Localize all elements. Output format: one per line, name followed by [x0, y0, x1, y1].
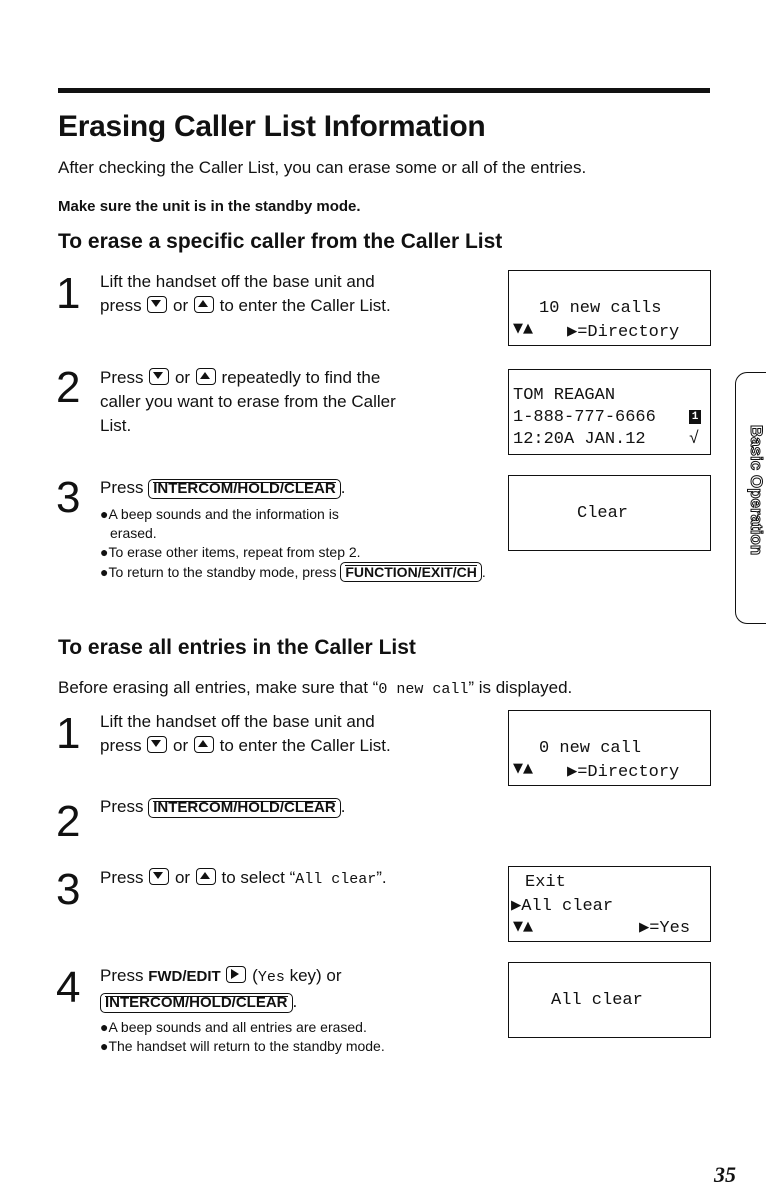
lcd-line: Exit	[525, 873, 566, 892]
lcd-line: ▶=Directory	[567, 323, 680, 342]
fwd-edit-label: FWD/EDIT	[148, 968, 221, 985]
s1-step1-line1: Lift the handset off the base unit and	[100, 272, 375, 291]
top-rule	[58, 88, 710, 93]
intercom-hold-clear-button: INTERCOM/HOLD/CLEAR	[100, 993, 293, 1013]
s2-step1-press: press	[100, 736, 142, 755]
standby-note: Make sure the unit is in the standby mode.	[58, 198, 361, 215]
s1-step1-number: 1	[56, 269, 81, 318]
s2-step3-post: ”.	[376, 868, 387, 887]
s2-step4-bullets	[100, 1018, 385, 1056]
section1-heading: To erase a specific caller from the Caller List	[58, 230, 503, 253]
updown-arrows-icon: ▼▲	[513, 321, 533, 336]
intercom-hold-clear-button: INTERCOM/HOLD/CLEAR	[148, 479, 341, 499]
bullet-cont: erased.	[110, 525, 157, 541]
down-key-icon	[147, 736, 167, 753]
s1-display-1	[508, 270, 711, 346]
down-key-icon	[147, 296, 167, 313]
s2-step2-press: Press	[100, 797, 144, 816]
s2-step4-mono: Yes	[257, 969, 285, 986]
up-key-icon	[196, 368, 216, 385]
s2-step2-period: .	[340, 797, 346, 816]
s2-step1-number: 1	[56, 709, 81, 758]
s2-step4-press: Press	[100, 966, 144, 985]
s2-step4-number: 4	[56, 963, 81, 1012]
s1-step2-or: or	[174, 368, 191, 387]
up-key-icon	[194, 736, 214, 753]
bullet-period: .	[481, 564, 486, 580]
s1-step2-line2: caller you want to erase from the Caller	[100, 392, 396, 411]
s2-step2-number: 2	[56, 797, 81, 846]
s2-step1-line1: Lift the handset off the base unit and	[100, 712, 375, 731]
bullet-text: ●To return to the standby mode, press	[100, 564, 337, 580]
page-title: Erasing Caller List Information	[58, 110, 486, 143]
bullet: ●A beep sounds and all entries are erased.	[100, 1019, 367, 1035]
s2-step1-post: to enter the Caller List.	[219, 736, 391, 755]
paren: (	[252, 966, 258, 985]
s2-step3-press: Press	[100, 868, 144, 887]
lcd-line: ▶=Directory	[567, 763, 680, 782]
lcd-line: All clear	[551, 991, 643, 1010]
lcd-line: 0 new call	[539, 739, 642, 758]
side-tab-text: Basic Operation	[747, 424, 766, 556]
check-mark-icon: √	[689, 430, 700, 449]
bullet: ●To erase other items, repeat from step 2.	[100, 544, 361, 560]
s2-step1-or: or	[173, 736, 189, 755]
before-mono: 0 new call	[378, 681, 469, 698]
function-exit-ch-button: FUNCTION/EXIT/CH	[340, 562, 481, 582]
s2-step4-keyor: key) or	[289, 966, 342, 985]
s1-step2-post: repeatedly to find the	[221, 368, 381, 387]
lcd-line: ▶=Yes	[639, 919, 691, 938]
lcd-line: ▶All clear	[511, 897, 614, 916]
s2-step3-or: or	[174, 868, 191, 887]
intro-text: After checking the Caller List, you can erase some or all of the entries.	[58, 158, 587, 177]
s1-step2-number: 2	[56, 363, 81, 412]
s2-step3-mid: to select “	[221, 868, 296, 887]
lcd-line: 1-888-777-6666	[513, 408, 656, 427]
s2-step2-text	[100, 795, 345, 819]
before-post: ” is displayed.	[468, 678, 573, 697]
s2-step4-text	[100, 964, 342, 1014]
lcd-line: Clear	[577, 504, 629, 523]
before-pre: Before erasing all entries, make sure that “	[58, 678, 379, 697]
s1-step3-period: .	[340, 478, 346, 497]
s2-step1-text	[100, 710, 391, 758]
updown-arrows-icon: ▼▲	[513, 919, 533, 934]
section-tab-label	[740, 380, 766, 610]
s2-display-2	[508, 866, 711, 942]
lcd-line: 12:20A JAN.12	[513, 430, 646, 449]
s1-step3-text	[100, 476, 345, 500]
s2-step3-number: 3	[56, 865, 81, 914]
s1-step3-bullets	[100, 505, 486, 582]
section2-heading: To erase all entries in the Caller List	[58, 636, 416, 659]
s1-step3-number: 3	[56, 473, 81, 522]
message-badge-icon: 1	[689, 410, 701, 424]
bullet	[100, 562, 486, 582]
up-key-icon	[194, 296, 214, 313]
s2-step4-period: .	[292, 992, 298, 1011]
s1-step2-press: Press	[100, 368, 144, 387]
intercom-hold-clear-button: INTERCOM/HOLD/CLEAR	[148, 798, 341, 818]
s1-display-3	[508, 475, 711, 551]
up-key-icon	[196, 868, 216, 885]
lcd-line: 10 new calls	[539, 299, 662, 318]
updown-arrows-icon: ▼▲	[513, 761, 533, 776]
s1-step1-text	[100, 270, 391, 318]
s1-display-2	[508, 369, 711, 455]
s2-display-3	[508, 962, 711, 1038]
s1-step1-or: or	[173, 296, 189, 315]
bullet: ●A beep sounds and the information is	[100, 506, 339, 522]
s2-step3-mono: All clear	[295, 871, 377, 888]
lcd-line: TOM REAGAN	[513, 386, 616, 405]
down-key-icon	[149, 868, 169, 885]
s1-step2-text	[100, 366, 396, 438]
s1-step1-post: to enter the Caller List.	[219, 296, 391, 315]
s1-step3-press: Press	[100, 478, 144, 497]
down-key-icon	[149, 368, 169, 385]
s1-step1-press: press	[100, 296, 142, 315]
s2-display-1	[508, 710, 711, 786]
s2-step3-text	[100, 866, 387, 892]
page-number: 35	[714, 1162, 736, 1187]
right-key-icon	[226, 966, 246, 983]
bullet: ●The handset will return to the standby mode.	[100, 1038, 385, 1054]
s1-step2-line3: List.	[100, 416, 132, 435]
section2-before-text	[58, 676, 572, 702]
